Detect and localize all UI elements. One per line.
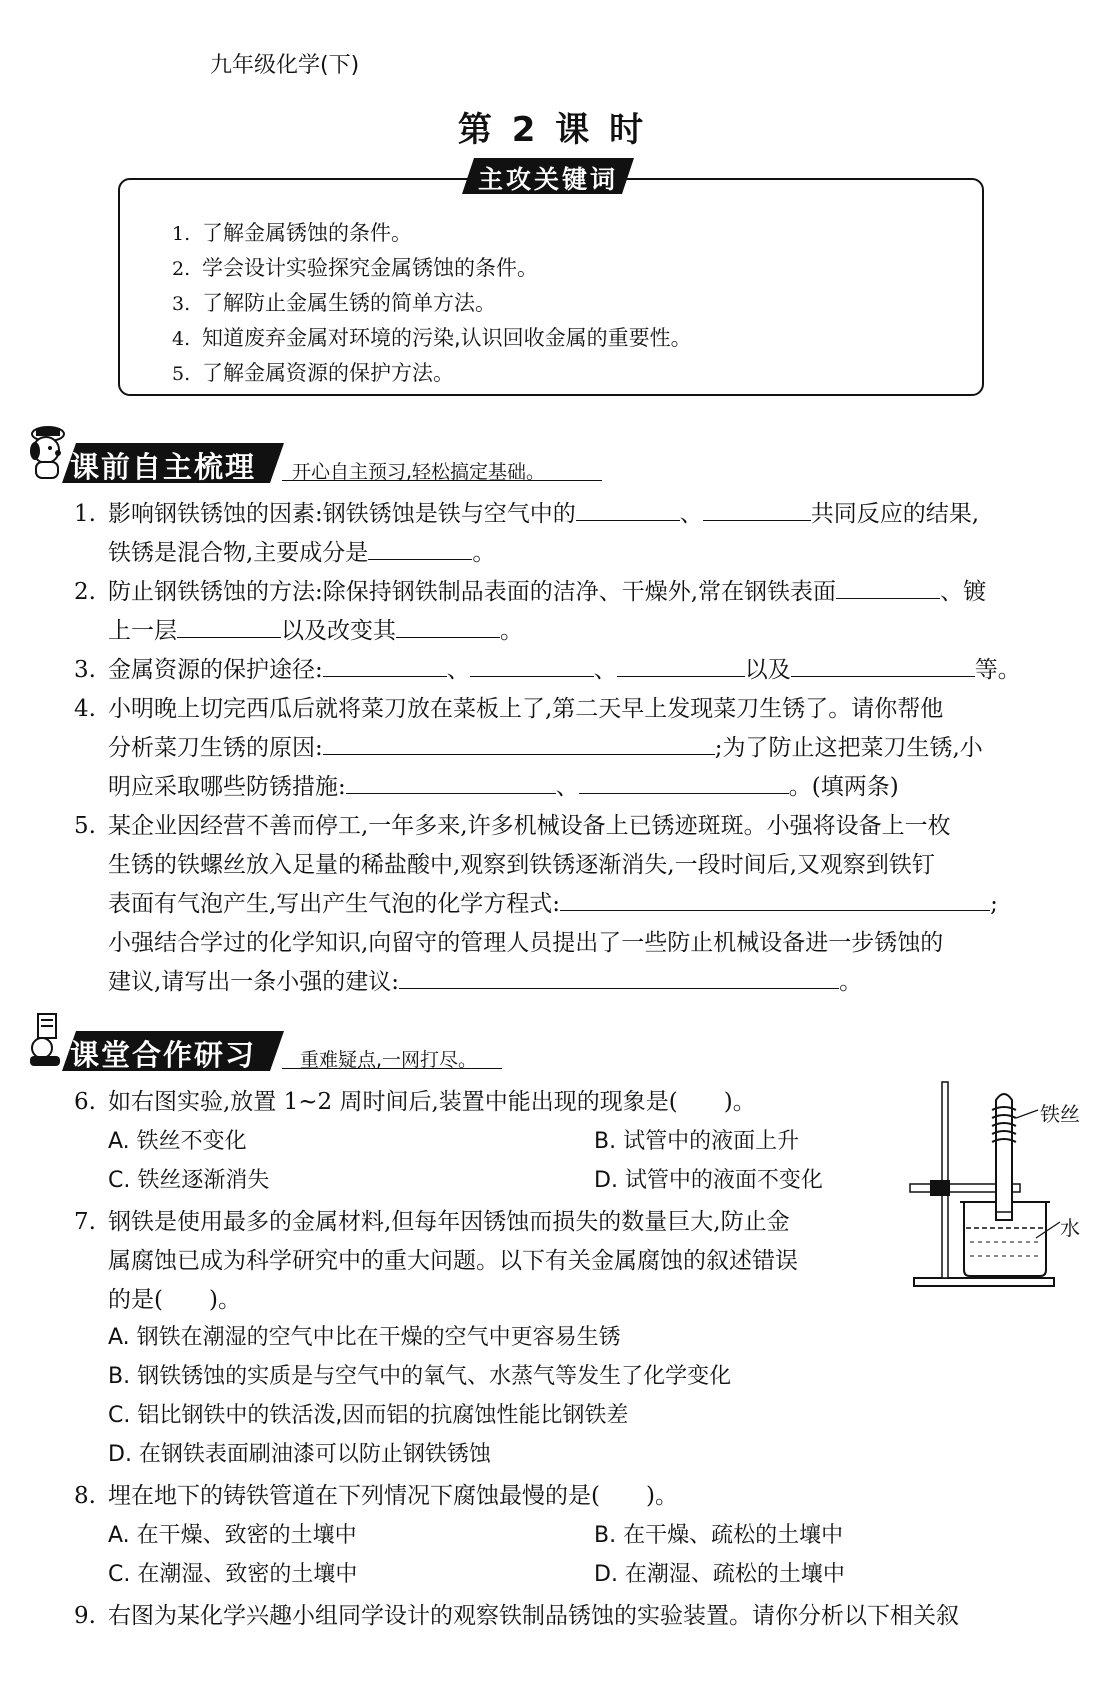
question-8-stem: 8. 埋在地下的铸铁管道在下列情况下腐蚀最慢的是( )。 [74, 1483, 678, 1509]
answer-blank[interactable] [346, 769, 556, 794]
question-9-line-1: 9. 右图为某化学兴趣小组同学设计的观察铁制品锈蚀的实验装置。请你分析以下相关叙 [74, 1603, 959, 1629]
answer-blank[interactable] [617, 652, 745, 677]
option-a[interactable]: A. 钢铁在潮湿的空气中比在干燥的空气中更容易生锈 [108, 1325, 621, 1350]
answer-blank[interactable] [396, 613, 500, 638]
lesson-title: 第 2 课 时 [457, 110, 648, 150]
keyword-item: 5. 了解金属资源的保护方法。 [172, 361, 454, 385]
option-a[interactable]: A. 铁丝不变化 [108, 1129, 247, 1154]
question-1-line-1: 1. 影响钢铁锈蚀的因素:钢铁锈蚀是铁与空气中的 、 共同反应的结果, [74, 494, 979, 534]
figure-label-water: 水 [1060, 1216, 1080, 1240]
answer-blank[interactable] [791, 652, 975, 677]
question-3: 3. 金属资源的保护途径: 、 、 以及 等。 [74, 650, 1021, 690]
section-subtitle-preview: 开心自主预习,轻松搞定基础。 [292, 461, 546, 483]
question-2-line-1: 2. 防止钢铁锈蚀的方法:除保持钢铁制品表面的洁净、干燥外,常在钢铁表面 、镀 [74, 572, 986, 612]
keyword-item: 1. 了解金属锈蚀的条件。 [172, 221, 412, 245]
question-7-line-1: 7. 钢铁是使用最多的金属材料,但每年因锈蚀而损失的数量巨大,防止金 [74, 1209, 790, 1235]
option-b[interactable]: B. 钢铁锈蚀的实质是与空气中的氧气、水蒸气等发生了化学变化 [108, 1364, 732, 1389]
question-2-line-2: 上一层 以及改变其 。 [108, 611, 523, 651]
question-5-line-2: 生锈的铁螺丝放入足量的稀盐酸中,观察到铁锈逐渐消失,一段时间后,又观察到铁钉 [108, 852, 935, 878]
option-b[interactable]: B. 试管中的液面上升 [594, 1129, 800, 1154]
keyword-item: 3. 了解防止金属生锈的简单方法。 [172, 291, 496, 315]
answer-blank[interactable] [579, 769, 789, 794]
option-c[interactable]: C. 铁丝逐渐消失 [108, 1168, 270, 1193]
section-title-preview: 课前自主梳理 [70, 450, 257, 484]
answer-blank[interactable] [399, 964, 839, 989]
answer-blank[interactable] [560, 886, 990, 911]
question-4-line-1: 4. 小明晚上切完西瓜后就将菜刀放在菜板上了,第二天早上发现菜刀生锈了。请你帮他 [74, 696, 944, 722]
answer-blank[interactable] [177, 613, 281, 638]
option-a[interactable]: A. 在干燥、致密的土壤中 [108, 1523, 357, 1548]
question-7-line-2: 属腐蚀已成为科学研究中的重大问题。以下有关金属腐蚀的叙述错误 [108, 1248, 798, 1274]
answer-blank[interactable] [703, 496, 811, 521]
question-5-line-4: 小强结合学过的化学知识,向留守的管理人员提出了一些防止机械设备进一步锈蚀的 [108, 930, 944, 956]
section-title-classroom: 课堂合作研习 [70, 1038, 257, 1072]
option-c[interactable]: C. 铝比钢铁中的铁活泼,因而铝的抗腐蚀性能比钢铁差 [108, 1403, 629, 1428]
section-subtitle-classroom: 重难疑点,一网打尽。 [300, 1049, 478, 1071]
running-header: 九年级化学(下) [210, 53, 360, 78]
question-7-line-3: 的是( )。 [108, 1287, 241, 1313]
question-5-line-3: 表面有气泡产生,写出产生气泡的化学方程式: ; [108, 884, 998, 924]
question-4-line-3: 明应采取哪些防锈措施: 、 。(填两条) [108, 767, 899, 807]
question-5-line-5: 建议,请写出一条小强的建议: 。 [108, 962, 862, 1002]
keywords-tag: 主攻关键词 [477, 165, 618, 194]
answer-blank[interactable] [470, 652, 594, 677]
answer-blank[interactable] [836, 574, 940, 599]
option-b[interactable]: B. 在干燥、疏松的土壤中 [594, 1523, 844, 1548]
question-6-stem: 6. 如右图实验,放置 1~2 周时间后,装置中能出现的现象是( )。 [74, 1089, 756, 1115]
answer-blank[interactable] [368, 535, 472, 560]
option-c[interactable]: C. 在潮湿、致密的土壤中 [108, 1562, 358, 1587]
keyword-item: 2. 学会设计实验探究金属锈蚀的条件。 [172, 256, 538, 280]
question-5-line-1: 5. 某企业因经营不善而停工,一年多来,许多机械设备上已锈迹斑斑。小强将设备上一枚 [74, 813, 951, 839]
option-d[interactable]: D. 在钢铁表面刷油漆可以防止钢铁锈蚀 [108, 1442, 491, 1467]
answer-blank[interactable] [576, 496, 680, 521]
question-4-line-2: 分析菜刀生锈的原因: ;为了防止这把菜刀生锈,小 [108, 728, 983, 768]
keyword-item: 4. 知道废弃金属对环境的污染,认识回收金属的重要性。 [172, 326, 692, 350]
answer-blank[interactable] [323, 730, 715, 755]
figure-label-iron-wire: 铁丝 [1040, 1102, 1080, 1126]
answer-blank[interactable] [323, 652, 447, 677]
option-d[interactable]: D. 在潮湿、疏松的土壤中 [594, 1562, 845, 1587]
question-1-line-2: 铁锈是混合物,主要成分是 。 [108, 533, 495, 573]
option-d[interactable]: D. 试管中的液面不变化 [594, 1168, 823, 1193]
